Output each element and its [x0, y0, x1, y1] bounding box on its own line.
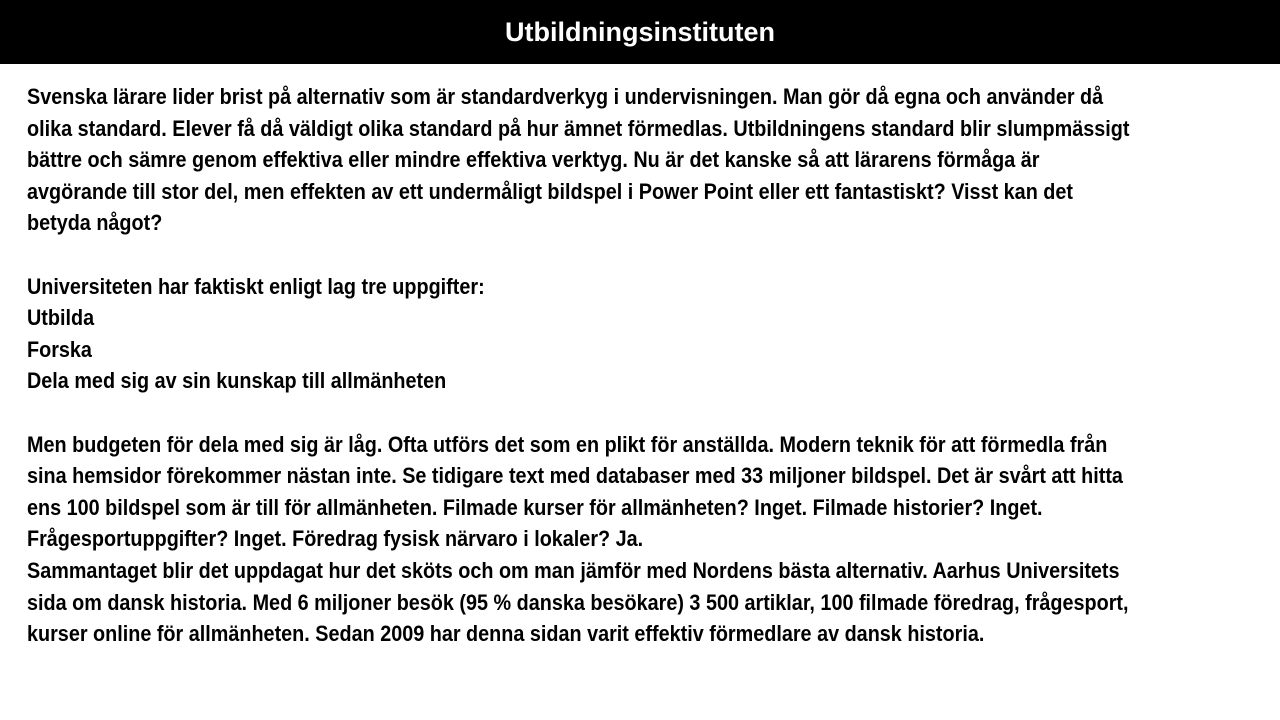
spacer — [27, 239, 1257, 271]
text-line: sida om dansk historia. Med 6 miljoner besök (95 % danska besökare) 3 500 artiklar, 100 filmade föredrag, frågesport, — [27, 589, 1129, 615]
text-line: Sammantaget blir det uppdagat hur det sköts och om man jämför med Nordens bästa alternativ. Aarhus Universitets — [27, 557, 1120, 583]
title-bar — [0, 0, 1280, 64]
text-line: betyda något? — [27, 210, 163, 236]
text-line: bättre och sämre genom effektiva eller mindre effektiva verktyg. Nu är det kanske så att lärarens förmåga är — [27, 147, 1040, 173]
text-line: Frågesportuppgifter? Inget. Föredrag fysisk närvaro i lokaler? Ja. — [27, 526, 644, 552]
page-title: Utbildningsinstituten — [505, 16, 775, 47]
paragraph-budget — [27, 429, 1257, 650]
text-line: Svenska lärare lider brist på alternativ som är standardverkyg i undervisningen. Man gör då egna och använder då — [27, 84, 1104, 109]
tasks-section — [27, 271, 1257, 397]
text-line: ens 100 bildspel som är till för allmänheten. Filmade kurser för allmänheten? Inget. Filmade historier? Inget. — [27, 494, 1043, 520]
tasks-intro: Universiteten har faktiskt enligt lag tre uppgifter: — [27, 273, 485, 299]
spacer — [27, 397, 1257, 429]
text-line: avgörande till stor del, men effekten av ett undermåligt bildspel i Power Point eller ett fantastiskt? Visst kan det — [27, 178, 1073, 204]
text-line: kurser online för allmänheten. Sedan 2009 har denna sidan varit effektiv förmedlare av dansk historia. — [27, 621, 985, 647]
slide-body — [27, 81, 1257, 650]
task-item: Utbilda — [27, 305, 95, 331]
text-line: sina hemsidor förekommer nästan inte. Se tidigare text med databaser med 33 miljoner bildspel. Det är svårt att hitta — [27, 463, 1123, 489]
task-item: Forska — [27, 336, 92, 362]
text-line: olika standard. Elever få då väldigt olika standard på hur ämnet förmedlas. Utbildningens standard blir slumpmässigt — [27, 115, 1130, 141]
task-item: Dela med sig av sin kunskap till allmänheten — [27, 368, 447, 394]
paragraph-intro — [27, 81, 1257, 239]
text-line: Men budgeten för dela med sig är låg. Ofta utförs det som en plikt för anställda. Modern teknik för att förmedla från — [27, 431, 1108, 457]
